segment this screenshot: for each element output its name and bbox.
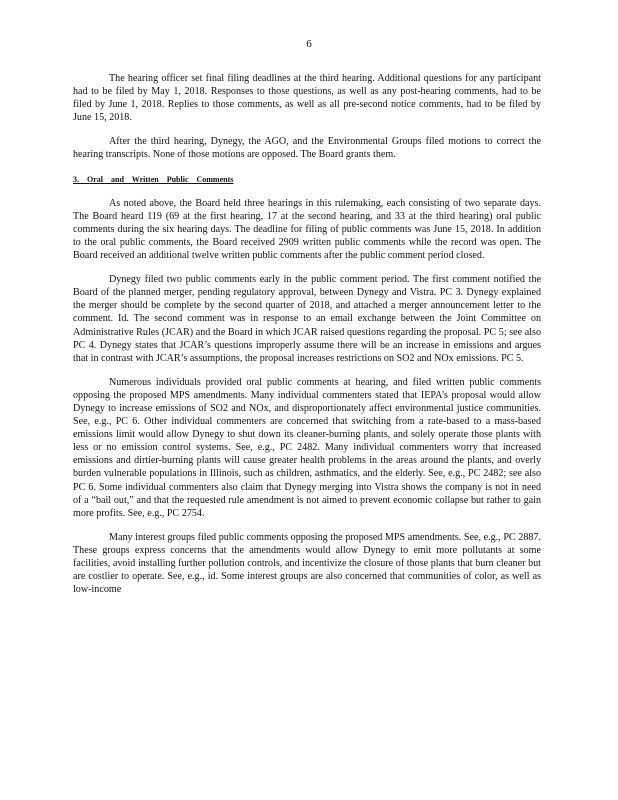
paragraph-filing-deadlines: The hearing officer set final filing deadlines at the third hearing. Additional questions for any participant had to be filed by May 1, 2018. Responses to those questions, as well as any post-hearing comments, had to be filed by June 1, 2018. Replies to those comments, as well as all pre-second notice comments, had to be filed by June 15, 2018. <box>73 73 541 124</box>
paragraph-hearings-summary: As noted above, the Board held three hearings in this rulemaking, each consisting of two separate days. The Board heard 119 (69 at the first hearing, 17 at the second hearing, and 33 at the third hearing) oral public comments during the six hearing days. The deadline for filing of public comments was June 15, 2018. In addition to the oral public comments, the Board received 2909 written public comments while the record was open. The Board received an additional twelve written public comments after the public comment period closed. <box>73 197 541 262</box>
page-body <box>73 72 541 596</box>
paragraph-motions-to-correct: After the third hearing, Dynegy, the AGO, and the Environmental Groups filed motions to correct the hearing transcripts. None of those motions are opposed. The Board grants them. <box>73 136 541 161</box>
paragraph-individual-comments: Numerous individuals provided oral public comments at hearing, and filed written public comments opposing the proposed MPS amendments. Many individual commenters stated that IEPA’s proposal would allow Dynegy to increase emissions of SO2 and NOx, and disproportionately affect environmental justice communities. See, e.g., PC 6. Other individual commenters are concerned that switching from a rate-based to a mass-based emissions limit would allow Dynegy to shut down its cleaner-burning plants, and solely operate those plants with less or no emission control systems. See, e.g., PC 2482. Many individual commenters worry that increased emissions and dirtier-burning plants will cause greater health problems in the areas around the plants, and overly burden vulnerable populations in Illinois, such as children, asthmatics, and the elderly. See, e.g., PC 2482; see also PC 6. Some individual commenters also claim that Dynegy merging into Vistra shows the company is not in need of a “bail out,” and that the requested rule amendment is not aimed to prevent economic collapse but rather to gain more profits. See, e.g., PC 2754. <box>73 376 541 519</box>
section-heading: 3. Oral and Written Public Comments <box>73 174 234 184</box>
paragraph-dynegy-comments: Dynegy filed two public comments early in the public comment period. The first comment notified the Board of the planned merger, pending regulatory approval, between Dynegy and Vistra. PC 3. Dynegy explained the merger should be complete by the second quarter of 2018, and attached a merger announcement letter to the comment. Id. The second comment was in response to an email exchange between the Joint Committee on Administrative Rules (JCAR) and the Board in which JCAR raised questions regarding the proposal. PC 5; see also PC 4. Dynegy states that JCAR’s questions improperly assume there will be an increase in emissions and argues that in contrast with JCAR’s assumptions, the proposal increases restrictions on SO2 and NOx emissions. PC 5. <box>73 274 541 364</box>
page-number: 6 <box>306 38 312 50</box>
paragraph-interest-groups: Many interest groups filed public comments opposing the proposed MPS amendments. See, e.g., PC 2887. These groups express concerns that the amendments would allow Dynegy to emit more pollutants at some facilities, avoid installing further pollution controls, and incentivize the closure of those plants that burn cleaner but are costlier to operate. See, e.g., id. Some interest groups are also concerned that communities of color, as well as low-income <box>73 531 541 596</box>
